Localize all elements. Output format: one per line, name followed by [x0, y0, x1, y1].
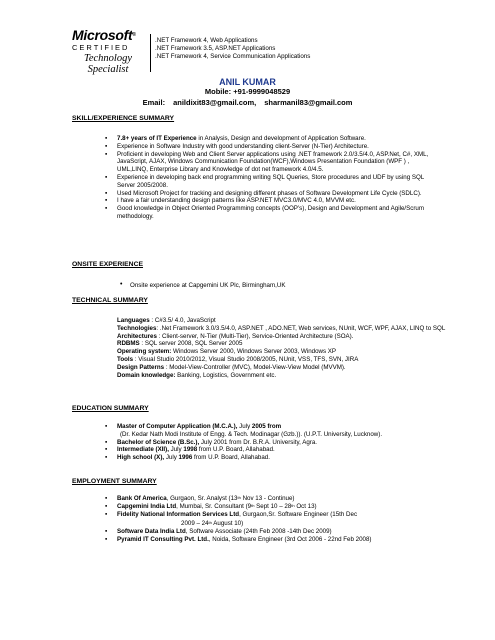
list-item: ▪ Experience in developing back end programming writing SQL Queries, Store procedures and UDF by using SQL Server 2005/2008.	[117, 174, 435, 190]
email-secondary[interactable]: sharmanil83@gmail.com	[264, 98, 353, 107]
logo-certified: CERTIFIED	[72, 43, 130, 52]
logo-line2: Specialist	[87, 64, 129, 75]
list-item-continuation: 2009 – 24th August 10)	[181, 519, 244, 527]
list-item: ▪ Intermediate (XII), July 1998 from U.P. Board, Allahabad.	[117, 446, 457, 454]
employment-list	[117, 495, 437, 544]
tech-row: Architectures : Client-server, N-Tier (Multi-Tier), Service-Oriented Architecture (SOA).	[117, 332, 354, 340]
section-employment-heading: EMPLOYMENT SUMMARY	[72, 478, 157, 485]
tech-row: Design Patterns : Model-View-Controller (MVC), Model-View-View Model (MVVM).	[117, 363, 346, 371]
list-item: ▪ Software Data India Ltd, Software Associate (24th Feb 2008 -14th Dec 2009)	[117, 528, 437, 536]
logo-divider	[150, 34, 151, 72]
mobile-number: +91-9999048529	[233, 87, 291, 96]
section-education-heading: EDUCATION SUMMARY	[72, 405, 149, 412]
list-item: ▪ Experience in Software Industry with good understanding client-Server (N-Tier) Architecture.	[117, 143, 435, 151]
tech-row: Tools : Visual Studio 2010/2012, Visual Studio 2008/2005, NUnit, VSS, TFS, SVN, JIRA	[117, 355, 359, 363]
certification-item: .NET Framework 4, Web Applications	[155, 37, 258, 44]
tech-row: Languages : C#3.5/ 4.0, JavaScript	[117, 317, 216, 324]
list-item: ▪ High school (X), July 1996 from U.P. Board, Allahabad.	[117, 454, 457, 462]
list-item: ▪ 7.8+ years of IT Experience in Analysis, Design and development of Application Software.	[117, 135, 435, 143]
tech-row: Domain knowledge: Banking, Logistics, Government etc.	[117, 371, 277, 379]
mobile-label: Mobile:	[204, 87, 232, 96]
candidate-name: ANIL KUMAR	[219, 77, 276, 87]
email-label: Email:	[142, 98, 166, 107]
list-item: ▪ Master of Computer Application (M.C.A.), July 2005 from	[117, 423, 457, 431]
technical-summary	[117, 317, 447, 379]
logo-brand: Microsoft®	[72, 27, 136, 43]
skill-list	[117, 135, 435, 221]
list-item: ▪ Capgemini India Ltd, Mumbai, Sr. Consultant (9th Sept 10 – 28th Oct 13)	[117, 503, 437, 511]
list-item: ▪ I have a fair understanding design patterns like ASP.NET MVC3.0/MVC 4.0, MVVM etc.	[117, 197, 435, 205]
tech-row: RDBMS : SQL server 2008, SQL Server 2005	[117, 340, 243, 348]
list-item: ▪ Bachelor of Science (B.Sc.), July 2001 from Dr. B.R.A. University, Agra.	[117, 439, 457, 447]
tech-row: Technologies: .Net Framework 3.0/3.5/4.0, ASP.NET , ADO.NET, Web services, NUnit, WCF, WPF, AJAX, LINQ to SQL	[117, 324, 446, 332]
certification-list	[155, 37, 310, 61]
logo-line1: Technology	[83, 53, 133, 64]
list-item: ▪ Used Microsoft Project for tracking and designing different phases of Software Development Life Cycle (SDLC).	[117, 190, 435, 198]
email-primary[interactable]: anildixit83@gmail.com,	[173, 98, 257, 107]
list-item-continuation: (Dr. Kedar Nath Modi Institute of Engg. & Tech. Modinagar (Gzb.)). (U.P.T. University, Lucknow).	[120, 430, 383, 438]
certification-item: .NET Framework 4, Service Communication Applications	[155, 53, 311, 60]
list-item: ▪ Fidelity National Information Services Ltd, Gurgaon,Sr. Software Engineer (15th Dec	[117, 511, 437, 519]
tech-row: Operating system: Windows Server 2000, Windows Server 2003, Windows XP	[117, 348, 337, 356]
microsoft-certified-logo	[72, 28, 144, 80]
list-item: ▪ Bank Of America, Gurgaon, Sr. Analyst (13th Nov 13 - Continue)	[117, 495, 437, 503]
list-item: ▪ Pyramid IT Consulting Pvt. Ltd., Noida, Software Engineer (3rd Oct 2006 - 22nd Feb 2008)	[117, 536, 437, 544]
certification-item: .NET Framework 3.5, ASP.NET Applications	[155, 45, 276, 52]
list-item: ▪ Proficient in developing Web and Client Server applications using .NET framework 2.0/3.5/4.0, ASP.Net, C#, XML, JavaScript, AJAX, Windows Communication Foundation(WCF),Windows Presentation Foundation (WPF ) , UML,LINQ, Enterprise Library and Knowledge of dot net framework 4.0/4.5.	[117, 151, 435, 174]
list-item: ▪ Good knowledge in Object Oriented Programming concepts (OOP’s), Design and Development and Agile/Scrum methodology.	[117, 205, 435, 221]
list-item: • Onsite experience at Capgemini UK Plc, Birmingham,UK	[130, 282, 285, 289]
mobile-line	[0, 87, 495, 96]
section-technical-heading: TECHNICAL SUMMARY	[72, 297, 148, 304]
section-onsite-heading: ONSITE EXPERIENCE	[72, 261, 144, 268]
email-line	[0, 98, 495, 107]
education-list	[117, 423, 457, 462]
onsite-list	[130, 282, 285, 289]
section-skill-heading: SKILL/EXPERIENCE SUMMARY	[72, 115, 175, 122]
